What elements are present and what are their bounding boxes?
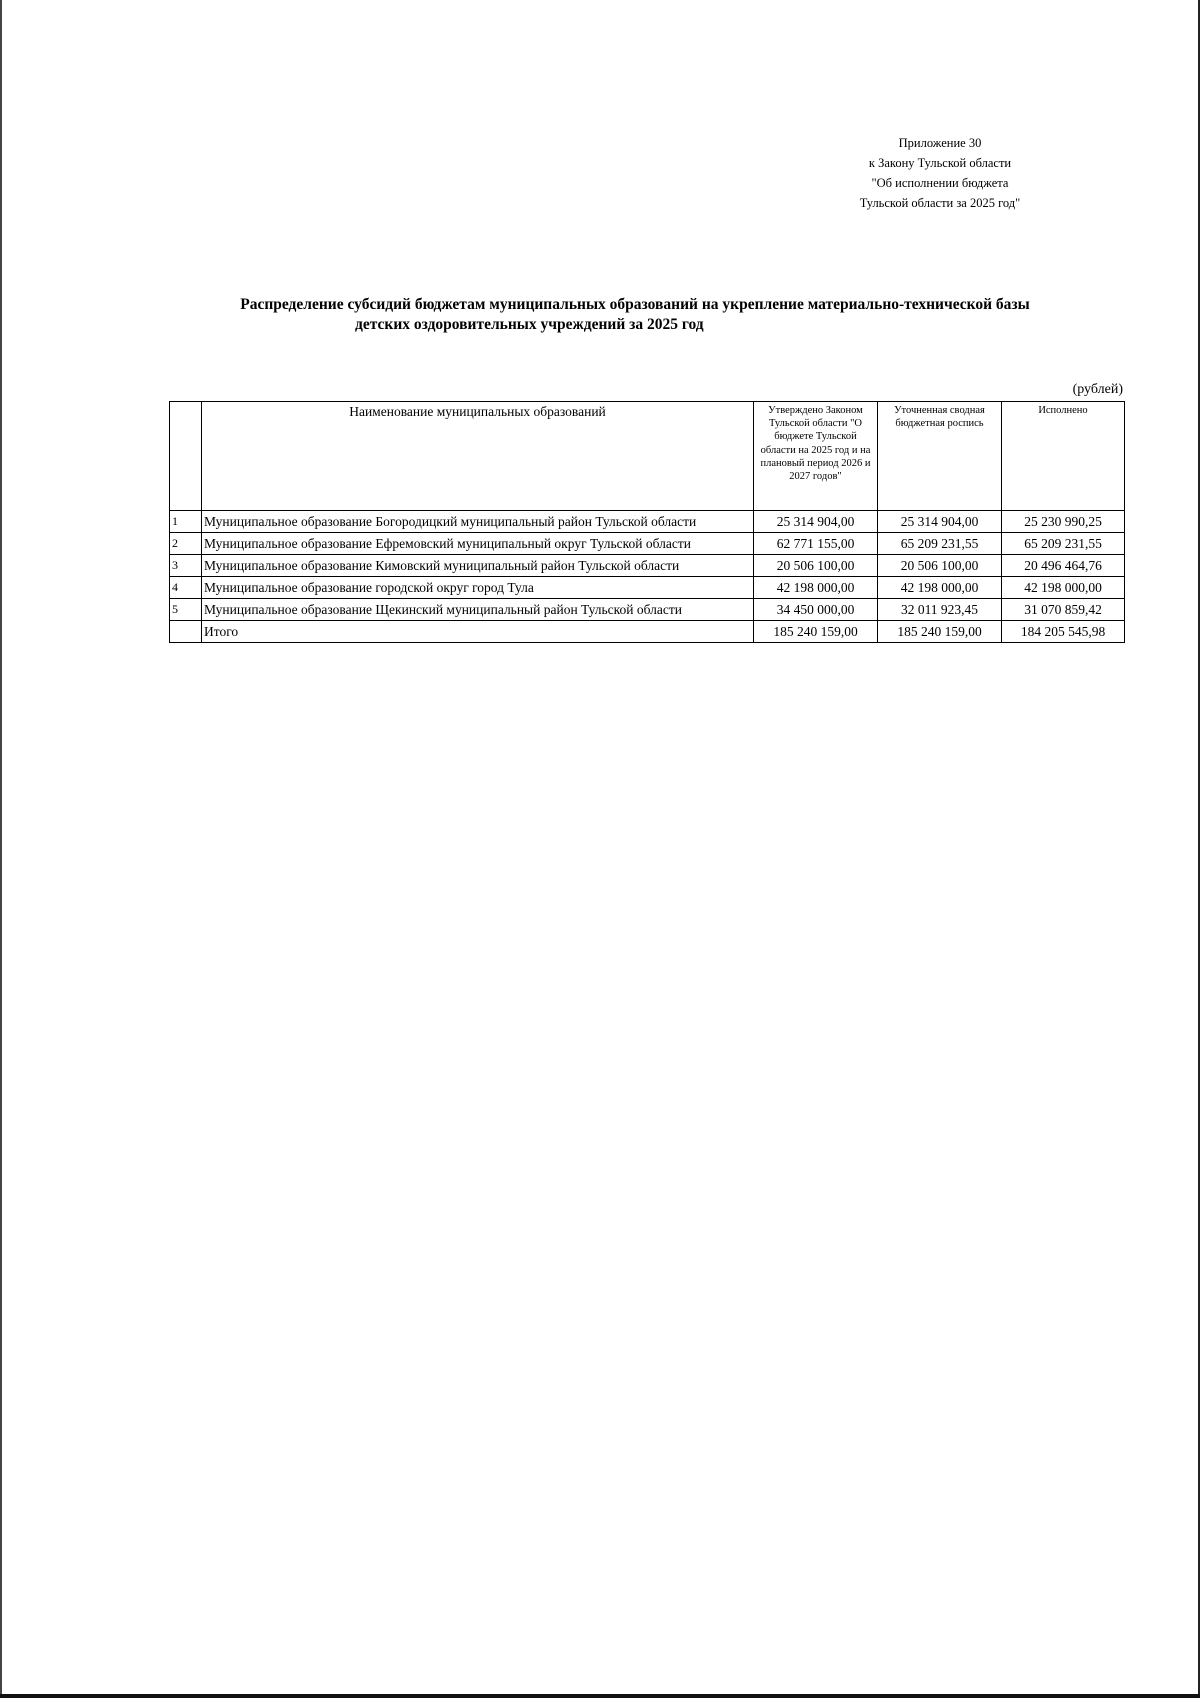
row-name: Муниципальное образование Богородицкий муниципальный район Тульской области	[202, 511, 754, 533]
table-total-row	[170, 621, 1125, 643]
table-row	[170, 555, 1125, 577]
document-title-line-2: детских оздоровительных учреждений за 2025 год	[355, 316, 704, 333]
row-revised: 32 011 923,45	[878, 599, 1002, 621]
header-index	[170, 402, 202, 511]
row-executed: 31 070 859,42	[1002, 599, 1125, 621]
row-approved: 62 771 155,00	[754, 533, 878, 555]
document-title-line-1: Распределение субсидий бюджетам муниципальных образований на укрепление материально-технической базы	[240, 296, 1030, 313]
row-name: Муниципальное образование городской округ город Тула	[202, 577, 754, 599]
row-name: Муниципальное образование Щекинский муниципальный район Тульской области	[202, 599, 754, 621]
total-revised: 185 240 159,00	[878, 621, 1002, 643]
row-approved: 42 198 000,00	[754, 577, 878, 599]
row-revised: 20 506 100,00	[878, 555, 1002, 577]
appendix-reference	[820, 133, 1060, 213]
total-approved: 185 240 159,00	[754, 621, 878, 643]
table-header-row	[170, 402, 1125, 511]
scan-edge-bottom	[0, 1694, 1200, 1698]
subsidy-table	[169, 401, 1125, 643]
row-name: Муниципальное образование Кимовский муниципальный район Тульской области	[202, 555, 754, 577]
table-row	[170, 577, 1125, 599]
row-revised: 65 209 231,55	[878, 533, 1002, 555]
document-title	[150, 295, 1120, 335]
row-approved: 25 314 904,00	[754, 511, 878, 533]
header-approved: Утверждено Законом Тульской области "О бюджете Тульской области на 2025 год и на плановый период 2026 и 2027 годов"	[754, 402, 878, 511]
row-executed: 20 496 464,76	[1002, 555, 1125, 577]
header-revised: Уточненная сводная бюджетная роспись	[878, 402, 1002, 511]
header-name: Наименование муниципальных образований	[202, 402, 754, 511]
row-index: 2	[170, 533, 202, 555]
total-label: Итого	[202, 621, 754, 643]
appendix-line-4: Тульской области за 2025 год"	[859, 196, 1021, 210]
table-row	[170, 511, 1125, 533]
header-executed: Исполнено	[1002, 402, 1125, 511]
row-executed: 65 209 231,55	[1002, 533, 1125, 555]
table-row	[170, 533, 1125, 555]
scan-edge-left	[0, 0, 2, 1698]
appendix-line-3: "Об исполнении бюджета	[871, 176, 1009, 190]
row-index: 3	[170, 555, 202, 577]
row-revised: 25 314 904,00	[878, 511, 1002, 533]
table-row	[170, 599, 1125, 621]
total-executed: 184 205 545,98	[1002, 621, 1125, 643]
row-executed: 42 198 000,00	[1002, 577, 1125, 599]
total-index	[170, 621, 202, 643]
appendix-line-1: Приложение 30	[898, 136, 982, 150]
row-name: Муниципальное образование Ефремовский муниципальный округ Тульской области	[202, 533, 754, 555]
row-index: 1	[170, 511, 202, 533]
row-approved: 20 506 100,00	[754, 555, 878, 577]
row-approved: 34 450 000,00	[754, 599, 878, 621]
row-revised: 42 198 000,00	[878, 577, 1002, 599]
appendix-line-2: к Закону Тульской области	[868, 156, 1012, 170]
row-executed: 25 230 990,25	[1002, 511, 1125, 533]
row-index: 4	[170, 577, 202, 599]
row-index: 5	[170, 599, 202, 621]
units-label: (рублей)	[1072, 382, 1123, 397]
